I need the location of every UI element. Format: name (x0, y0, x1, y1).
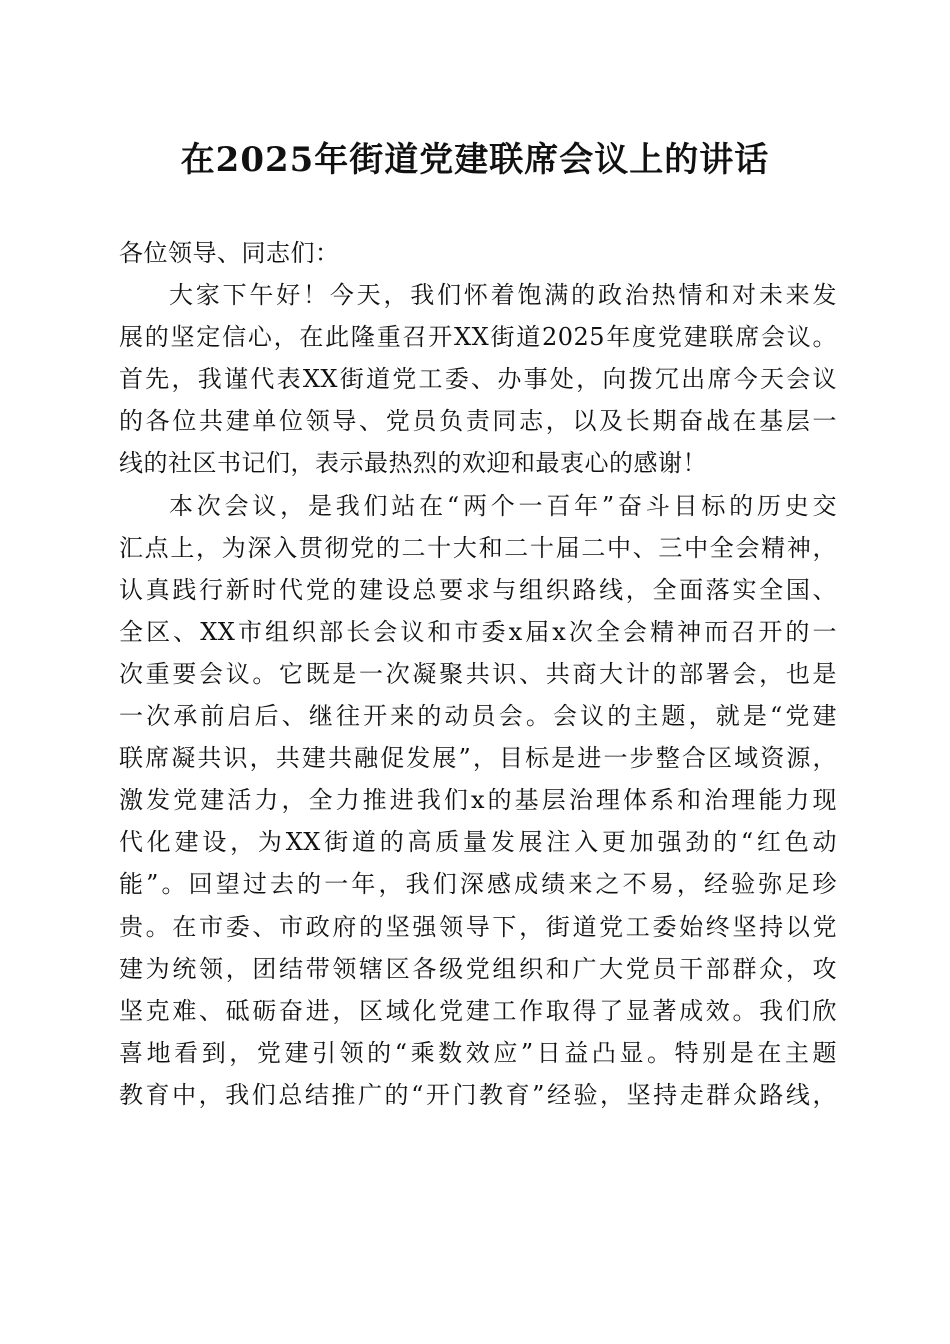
paragraph-2-line: 代化建设，为XX街道的高质量发展注入更加强劲的“红色动 (119, 828, 837, 857)
page-title: 在2025年街道党建联席会议上的讲话 (180, 140, 770, 180)
paragraph-2-line: 联席凝共识，共建共融促发展”，目标是进一步整合区域资源， (119, 744, 837, 773)
paragraph-1-line: 大家下午好！今天，我们怀着饱满的政治热情和对未来发 (169, 281, 837, 310)
paragraph-2-line: 贵。在市委、市政府的坚强领导下，街道党工委始终坚持以党 (119, 912, 837, 941)
paragraph-2-line: 激发党建活力，全力推进我们x的基层治理体系和治理能力现 (119, 786, 837, 815)
paragraph-2-line: 坚克难、砥砺奋进，区域化党建工作取得了显著成效。我们欣 (119, 996, 837, 1025)
salutation: 各位领导、同志们： (119, 239, 340, 267)
paragraph-2-line: 本次会议，是我们站在“两个一百年”奋斗目标的历史交 (169, 491, 837, 520)
paragraph-1-line: 线的社区书记们，表示最热烈的欢迎和最衷心的感谢！ (119, 449, 707, 478)
paragraph-2-line: 汇点上，为深入贯彻党的二十大和二十届二中、三中全会精神， (119, 533, 837, 562)
paragraph-2-line: 次重要会议。它既是一次凝聚共识、共商大计的部署会，也是 (119, 659, 837, 688)
paragraph-1-line: 的各位共建单位领导、党员负责同志，以及长期奋战在基层一 (119, 407, 837, 436)
paragraph-1-line: 首先，我谨代表XX街道党工委、办事处，向拨冗出席今天会议 (119, 365, 837, 394)
paragraph-2-line: 建为统领，团结带领辖区各级党组织和广大党员干部群众，攻 (119, 954, 837, 983)
paragraph-2-line: 教育中，我们总结推广的“开门教育”经验，坚持走群众路线， (119, 1080, 837, 1109)
paragraph-2-line: 全区、XX市组织部长会议和市委x届x次全会精神而召开的一 (119, 617, 837, 646)
paragraph-2-line: 能”。回望过去的一年，我们深感成绩来之不易，经验弥足珍 (119, 870, 837, 899)
paragraph-2-line: 一次承前启后、继往开来的动员会。会议的主题，就是“党建 (119, 702, 837, 731)
paragraph-1-line: 展的坚定信心，在此隆重召开XX街道2025年度党建联席会议。 (119, 323, 837, 352)
document-body (119, 232, 837, 1116)
paragraph-2-line: 喜地看到，党建引领的“乘数效应”日益凸显。特别是在主题 (119, 1038, 837, 1067)
paragraph-2-line: 认真践行新时代党的建设总要求与组织路线，全面落实全国、 (119, 575, 837, 604)
